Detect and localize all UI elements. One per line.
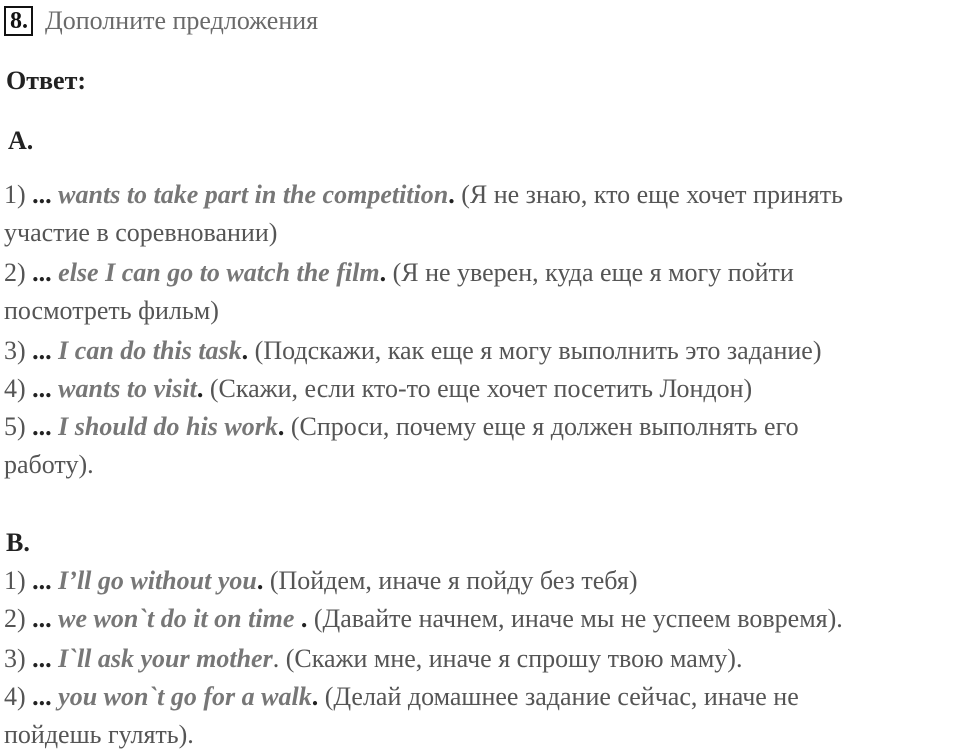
- section-label-b: B.: [6, 528, 30, 557]
- item-translation: (Спроси, почему еще я должен выполнять его: [284, 412, 799, 441]
- list-item: [4, 332, 954, 370]
- list-item: [4, 176, 954, 252]
- section-label-a: A.: [8, 126, 34, 155]
- list-item: [4, 678, 954, 754]
- item-number: 2): [4, 604, 26, 633]
- item-number: 4): [4, 374, 26, 403]
- item-number: 3): [4, 644, 26, 673]
- item-end: .: [379, 258, 387, 287]
- list-item: [4, 640, 954, 678]
- item-dots: ...: [32, 374, 52, 403]
- item-number: 1): [4, 566, 26, 595]
- item-number: 5): [4, 412, 26, 441]
- item-translation: (Я не уверен, куда еще я могу пойти: [386, 258, 794, 287]
- item-translation-cont: работу).: [4, 450, 94, 479]
- item-english: you won`t go for a walk: [58, 682, 312, 711]
- item-end: .: [277, 412, 285, 441]
- item-english: I can do this task: [58, 336, 242, 365]
- item-dots: ...: [32, 258, 52, 287]
- list-item: [4, 600, 954, 638]
- item-dots: ...: [32, 644, 52, 673]
- item-dots: ...: [32, 412, 52, 441]
- item-dots: ...: [32, 604, 52, 633]
- item-number: 4): [4, 682, 26, 711]
- item-english: wants to take part in the competition: [58, 180, 449, 209]
- item-translation: . (Скажи мне, иначе я спрошу твою маму).: [272, 644, 743, 673]
- list-item: [4, 408, 954, 484]
- list-item: [4, 370, 954, 408]
- answer-label: Ответ:: [6, 66, 87, 95]
- item-end: .: [448, 180, 455, 209]
- item-translation: (Подскажи, как еще я могу выполнить это задание): [248, 336, 822, 365]
- item-translation-cont: посмотреть фильм): [4, 296, 219, 325]
- item-translation: (Пойдем, иначе я пойду без тебя): [263, 566, 638, 595]
- item-translation: (Я не знаю, кто еще хочет принять: [454, 180, 843, 209]
- exercise-header: [4, 6, 318, 36]
- list-item: [4, 254, 954, 330]
- item-number: 2): [4, 258, 26, 287]
- exercise-title: Дополните предложения: [45, 6, 319, 35]
- item-translation: (Делай домашнее задание сейчас, иначе не: [318, 682, 799, 711]
- item-translation: (Скажи, если кто-то еще хочет посетить Лондон): [203, 374, 753, 403]
- item-dots: ...: [32, 180, 52, 209]
- item-english: I`ll ask your mother: [58, 644, 273, 673]
- item-end: .: [241, 336, 249, 365]
- list-item: [4, 562, 954, 600]
- item-dots: ...: [32, 566, 52, 595]
- exercise-number: 8.: [4, 6, 33, 36]
- item-english: I should do his work: [58, 412, 278, 441]
- item-end: .: [256, 566, 264, 595]
- item-translation-cont: участие в соревновании): [4, 218, 278, 247]
- item-number: 3): [4, 336, 26, 365]
- item-translation: (Давайте начнем, иначе мы не успеем вовремя).: [307, 604, 843, 633]
- item-dots: ...: [32, 682, 52, 711]
- item-dots: ...: [32, 336, 52, 365]
- item-number: 1): [4, 180, 26, 209]
- item-english: I’ll go without you: [58, 566, 257, 595]
- item-end: .: [311, 682, 319, 711]
- item-english: wants to visit: [58, 374, 197, 403]
- item-english: else I can go to watch the film: [58, 258, 380, 287]
- item-end: .: [294, 604, 308, 633]
- item-end: .: [196, 374, 204, 403]
- item-translation-cont: пойдешь гулять).: [4, 720, 194, 749]
- item-english: we won`t do it on time: [58, 604, 295, 633]
